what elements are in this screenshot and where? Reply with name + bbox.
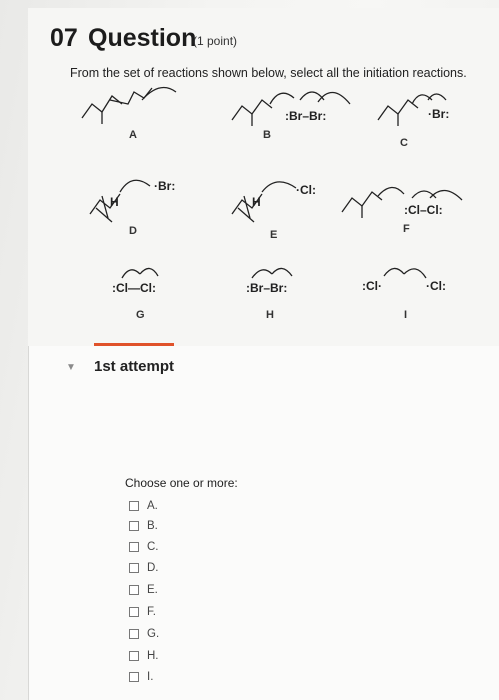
reaction-a-structure	[82, 88, 176, 125]
reaction-d-structure	[90, 180, 150, 222]
reaction-e-species: ·Cl:	[296, 183, 316, 197]
attempt-tab-indicator	[94, 343, 174, 346]
reaction-d-hydrogen: H	[110, 195, 119, 209]
option-label: C.	[147, 541, 159, 553]
chevron-down-icon[interactable]: ▼	[66, 362, 76, 373]
checkbox-icon[interactable]	[129, 607, 139, 617]
option-label: D.	[147, 562, 159, 574]
attempt-label[interactable]: 1st attempt	[94, 358, 175, 375]
reaction-g-species: :Cl—Cl:	[112, 281, 156, 295]
reaction-label-b: B	[263, 129, 271, 141]
option-i[interactable]	[129, 671, 153, 683]
reaction-label-f: F	[403, 223, 410, 235]
reaction-label-e: E	[270, 229, 278, 241]
option-c[interactable]	[129, 541, 159, 553]
reaction-e-hydrogen: H	[252, 195, 261, 209]
reaction-label-h: H	[266, 309, 274, 321]
reaction-d-species: ·Br:	[154, 179, 176, 193]
reaction-c-species: ·Br:	[428, 107, 450, 121]
checkbox-icon[interactable]	[129, 521, 139, 531]
reaction-label-c: C	[400, 137, 408, 149]
option-label: E.	[147, 584, 158, 596]
option-a[interactable]	[129, 500, 158, 512]
checkbox-icon[interactable]	[129, 651, 139, 661]
option-e[interactable]	[129, 584, 158, 596]
option-d[interactable]	[129, 562, 159, 574]
reaction-label-a: A	[129, 129, 137, 141]
option-label: F.	[147, 606, 156, 618]
reaction-i-left-species: :Cl·	[362, 279, 382, 293]
option-h[interactable]	[129, 650, 159, 662]
checkbox-icon[interactable]	[129, 563, 139, 573]
option-f[interactable]	[129, 606, 156, 618]
option-label: B.	[147, 520, 158, 532]
reaction-i-arrows	[384, 268, 426, 278]
reaction-label-d: D	[129, 225, 137, 237]
checkbox-icon[interactable]	[129, 542, 139, 552]
option-label: A.	[147, 500, 158, 512]
reaction-label-g: G	[136, 309, 145, 321]
reaction-e-structure	[232, 182, 296, 222]
reaction-b-species: :Br–Br:	[285, 109, 327, 123]
question-points: (1 point)	[193, 34, 238, 48]
reaction-g-arrows	[122, 268, 158, 278]
option-label: H.	[147, 650, 159, 662]
reaction-h-species: :Br–Br:	[246, 281, 288, 295]
checkbox-icon[interactable]	[129, 672, 139, 682]
choose-prompt: Choose one or more:	[125, 476, 238, 490]
reaction-f-species: :Cl–Cl:	[404, 203, 443, 217]
checkbox-icon[interactable]	[129, 501, 139, 511]
option-b[interactable]	[129, 520, 158, 532]
question-prompt: From the set of reactions shown below, select all the initiation reactions.	[70, 66, 467, 80]
option-label: I.	[147, 671, 154, 683]
checkbox-icon[interactable]	[129, 585, 139, 595]
checkbox-icon[interactable]	[129, 629, 139, 639]
option-label: G.	[147, 628, 160, 640]
reaction-f-structure	[342, 187, 462, 218]
reaction-mechanisms-figure	[0, 0, 499, 340]
option-g[interactable]	[129, 628, 159, 640]
reaction-i-right-species: ·Cl:	[426, 279, 446, 293]
question-number: 07	[50, 24, 78, 52]
question-title: Question	[88, 24, 197, 52]
reaction-label-i: I	[404, 309, 408, 321]
reaction-h-arrows	[252, 268, 292, 278]
